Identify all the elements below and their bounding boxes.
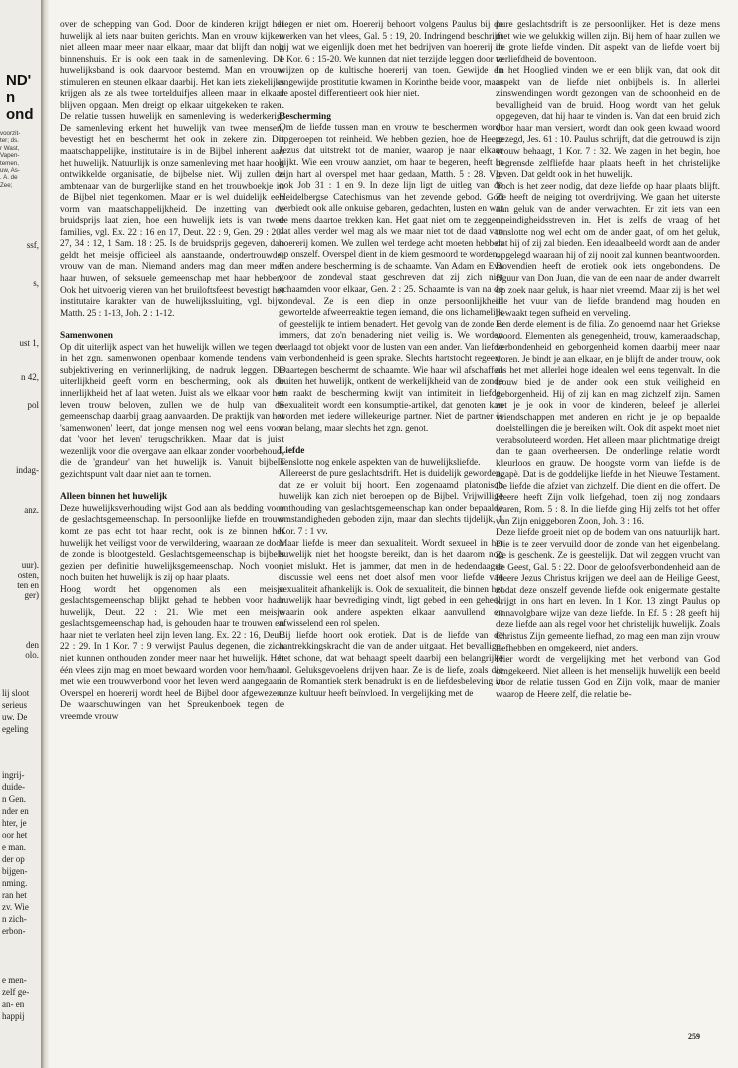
page-binding-shadow bbox=[41, 0, 49, 1068]
section-heading: Bescherming bbox=[279, 111, 331, 122]
heading-fragment: ond bbox=[6, 106, 34, 123]
paragraph-spacer bbox=[60, 320, 284, 331]
text-fragment: ten en bbox=[17, 580, 39, 590]
body-paragraph: Een andere bescherming is de schaamte. Van Adam en Eva voor de zondeval staat geschreven dat zij zich niet schaamden voor elkaar, Gen. 2 : 25. Schaamte is van na de zondeval. Ze is een diep in onze persoonlijkheid gewortelde afweerreaktie tegen iemand, die ons lichamelijk of geestelijk te intiem benadert. Het gevolg van de zonde is immers, dat zo'n benadering niet veilig is. We worden verlaagd tot objekt voor de lusten van een ander. Van liefde in verbondenheid is geen sprake. Slechts hartstocht regeert. Daartegen beschermt de schaamte. Wie haar wil afschaffen buiten het huwelijk, ontkent de werkelijkheid van de zonde en raakt de bescherming kwijt van intimiteit in liefde. Sexualiteit wordt een konsumptie-artikel, dat genoten kan worden met iedere willekeurige partner. Niet de partner is van belang, maar slechts het zgn. genot. bbox=[279, 261, 503, 434]
body-paragraph: Hoog wordt het opgenomen als een meisje geslachtsgemeenschap blijkt gehad te hebben voor haar huwelijk, Deut. 22 : 21. Wie met een meisje geslachtsgemeenschap had, is gehouden haar te trouwen en haar niet te verlaten heel zijn leven lang. Ex. 22 : 16, Deut. 22 : 29. In 1 Kor. 7 : 9 verwijst Paulus degenen, die zich niet kunnen onthouden zonder meer naar het huwelijk. Het één vlees zijn mag en moet bewaard worden voor hem/haar met wie een trouwverbond voor het leven werd aangegaan. Overspel en hoererij wordt heel de Bijbel door afgewezen. De waarschuwingen van het Spreukenboek tegen de vreemde vrouw bbox=[60, 584, 284, 722]
text-fragment: egeling bbox=[2, 724, 29, 734]
body-paragraph: Deze huwelijksverhouding wijst God aan als bedding voor de geslachtsgemeenschap. In persoonlijke liefde en trouw komt ze pas echt tot haar recht, ook is ze binnen het huwelijk het veiligst voor de verwildering, waaraan ze door de zonde is blootgesteld. Geslachtsgemeenschap is bijbels gezien per definitie huwelijksgemeenschap. Noch voor, noch buiten het huwelijk is zij op haar plaats. bbox=[60, 503, 284, 584]
text-fragment: bijgen- bbox=[2, 866, 28, 876]
text-fragment: der op bbox=[2, 854, 25, 864]
text-fragment: ger) bbox=[24, 590, 39, 600]
sidebar-fragment: Vapen- bbox=[0, 152, 20, 160]
body-paragraph: Toch is het zeer nodig, dat deze liefde op haar plaats blijft. Ze heeft de neiging tot overdrijving. We gaan het uiterste aan geluk van de ander verwachten. Er zit iets van een oneindigheidsstreven in. Het is zelfs de vraag of het tenslotte nog wel echt om de ander gaat, of om het geluk, dat hij of zij zal bieden. Een ideaalbeeld wordt aan de ander opgelegd waaraan hij of zij nooit zal kunnen beantwoorden. Bovendien heeft de erotiek ook iets ongebondens. De figuur van Don Juan, die van de een naar de ander dwarrelt op zoek naar geluk, is haar niet vreemd. Maar zij is het wel die het vuur van de liefde brandend mag houden en bewaakt tegen sufheid en verveling. bbox=[496, 181, 720, 319]
text-fragment: nder en bbox=[2, 806, 29, 816]
text-fragment: nming. bbox=[2, 878, 28, 888]
text-fragment: den bbox=[26, 640, 39, 650]
body-paragraph: Hier wordt de vergelijking met het verbond van God omgekeerd. Niet alleen is het menselijk huwelijk een beeld voor de relatie tussen God en Zijn volk, maar de manier waarop de Heere zelf, die relatie be- bbox=[496, 655, 720, 700]
text-fragment: uur). bbox=[21, 560, 39, 570]
sidebar-fragment: . A. de bbox=[0, 174, 18, 182]
paragraph-spacer bbox=[279, 435, 503, 446]
sidebar-fragment: uw, As- bbox=[0, 167, 20, 175]
paragraph-spacer bbox=[60, 481, 284, 492]
body-paragraph: over de schepping van God. Door de kinderen krijgt het huwelijk al iets naar buiten gerichts. Man en vrouw kijken niet alleen maar meer naar elkaar, maar dat blijft dan nog binnenshuis. Er is ook een taak in de samenleving. De huwelijksband is ook daarvoor bestemd. Man en vrouw stimuleren en steunen elkaar daarbij. Het kan iets ziekelijks krijgen als ze als twee tortelduifjes alleen maar in elkaar blijven opgaan. Men dreigt op elkaar uitgekeken te raken. De relatie tussen huwelijk en samenleving is wederkerig. De samenleving erkent het huwelijk van twee mensen, bevestigt het en beschermt het ook in zekere zin. Dit maatschappelijke, institutaire is in de Bijbel inherent aan het huwelijk. Natuurlijk is onze samenleving met haar hoog ontwikkelde organisatie, de bijbelse niet. Wij zullen de ambtenaar van de burgerlijke stand en het trouwboekje in de Bijbel niet tegenkomen. Maar er is wel duidelijk een vorm van maatschappelijkheid. De inzetting van de bruidsprijs laat zien, hoe een huwelijk iets is van twee families, vgl. Ex. 22 : 16 en 17, Deut. 22 : 9, Gen. 29 : 20-27, 34 : 12, 1 Sam. 18 : 25. Is de bruidsprijs gegeven, dan geldt het meisje officieel als aanstaande, ondertrouwde, vrouw van de man. Niemand anders mag dan meer met haar huwen, of seksuele gemeenschap met haar hebben. Ook het uitvoerig vieren van het bruiloftsfeest bevestigt het institutaire karakter van de huwelijkssluiting, vgl. bijv. Matth. 25 : 1-13, Joh. 2 : 1-12. bbox=[60, 20, 284, 319]
text-fragment: indag- bbox=[16, 465, 39, 475]
text-fragment: e man. bbox=[2, 842, 26, 852]
text-fragment: pol bbox=[27, 400, 39, 410]
section-heading: Alleen binnen het huwelijk bbox=[60, 492, 168, 503]
text-fragment: osten, bbox=[17, 570, 39, 580]
text-fragment: s, bbox=[33, 278, 39, 288]
body-paragraph: Bij liefde hoort ook erotiek. Dat is de liefde van de aantrekkingskracht die van de ander uitgaat. Het bevallige, het schone, dat wat behaagt speelt daarbij een belangrijke rol. Geluksgevoelens drijven haar. Ze is de liefe, zoals die in de Romantiek sterk benadrukt is en de liefdesbeleving in onze kultuur heeft beïnvloed. In vergelijking met de bbox=[279, 630, 503, 699]
sidebar-fragment: ter; ds. bbox=[0, 137, 19, 145]
text-fragment: n zich- bbox=[2, 914, 27, 924]
text-column-3 bbox=[496, 20, 720, 701]
text-fragment: zv. Wie bbox=[2, 902, 29, 912]
text-fragment: zelf ge- bbox=[2, 987, 30, 997]
text-fragment: n 42, bbox=[21, 372, 39, 382]
previous-page-sidebar bbox=[0, 130, 38, 189]
body-paragraph: Op dit uiterlijk aspect van het huwelijk willen we tegen de in het zgn. samenwonen openbaar komende tendens van subjektivering en verinnerlijking, de nadruk leggen. De uiterlijkheid geeft vorm en bescherming, ook als de innerlijkheid het af laat weten. Juist als we elkaar voor het leven trouw beloven, zullen we de hulp van de gemeenschap daarbij graag aanvaarden. De praktijk van het 'samenwonen' leert, dat jonge mensen nog wel eens voor dat 'voor het leven' terugschrikken. Maar dat is juist wezenlijk voor die overgave aan elkaar zonder voorbehoud, die de 'grandeur' van het huwelijk is. Vanuit bijbels gezichtspunt valt daar niet aan te tornen. bbox=[60, 342, 284, 480]
section-heading: Samenwonen bbox=[60, 331, 113, 342]
article-page bbox=[49, 0, 738, 1068]
text-fragment: oor het bbox=[2, 830, 28, 840]
text-fragment: e men- bbox=[2, 975, 27, 985]
body-paragraph: Maar liefde is meer dan sexualiteit. Wordt sexueel in het huwelijk niet het hoogste bereikt, dan is het daarom nog niet mislukt. Het is jammer, dat men in de hedendaagse discussie wel eens net doet alsof men voor liefde van sexualiteit afhankelijk is. Ook de sexualiteit, die binnen het huwelijk haar bevrediging vindt, ligt gebed in een geheel, waarin ook andere aspekten elkaar aanvullend en afwisselend een rol spelen. bbox=[279, 538, 503, 630]
body-paragraph: Om de liefde tussen man en vrouw te beschermen wordt opgeroepen tot reinheid. We hebben gezien, hoe de Heere Jezus dat uitstrekt tot de manier, waarop je naar elkaar kijkt. Wie een vrouw aanziet, om haar te begeren, heeft in zijn hart al overspel met haar gedaan, Matth. 5 : 28. Vg. ook Job 31 : 1 en 9. In deze lijn ligt de uitleg van de Heidelbergse Catechismus van het zevende gebod. God verbiedt ook alle onkuise gebaren, gedachten, lusten en wat de mens daartoe trekken kan. Het gaat niet om te zeggen, dat alles verder wel mag als we maar niet tot de daad van hoererij komen. We zullen wel terdege acht moeten hebben op onszelf. Overspel dient in de kiem gesmoord te worden. bbox=[279, 123, 503, 261]
sidebar-fragment: r Wast, bbox=[0, 144, 20, 152]
text-column-1 bbox=[60, 20, 284, 723]
sidebar-fragment: voorzit- bbox=[0, 130, 21, 137]
text-column-2 bbox=[279, 20, 503, 700]
body-paragraph: liegen er niet om. Hoererij behoort volgens Paulus bij de werken van het vlees, Gal. 5 : 19, 20. Indringend beschrijft hij wat we eigenlijk doen met het bedrijven van hoererij in 1 Kor. 6 : 15-20. We kunnen dat niet terzijde leggen door te wijzen op de kultische hoererij van toen. Gewijde en ongewijde prostitutie kwamen in Korinthe beide voor, maar de apostel differentieert ook hier niet. bbox=[279, 20, 503, 100]
page-number: 259 bbox=[688, 1032, 700, 1041]
text-fragment: ingrij- bbox=[2, 770, 25, 780]
text-fragment: anz. bbox=[24, 505, 39, 515]
text-fragment: erbon- bbox=[2, 926, 26, 936]
body-paragraph: pure geslachtsdrift is ze persoonlijker. Het is deze mens met wie we gelukkig willen zijn. Bij hem of haar zullen we de grote liefde vinden. Dit aspekt van de liefde voert bij verliefdheid de boventoon. bbox=[496, 20, 720, 65]
section-heading: Liefde bbox=[279, 446, 305, 457]
text-fragment: happij bbox=[2, 1011, 25, 1021]
text-fragment: duide- bbox=[2, 782, 25, 792]
sidebar-fragment: Zee; bbox=[0, 181, 13, 189]
text-fragment: olo. bbox=[25, 650, 39, 660]
body-paragraph: Tenslotte nog enkele aspekten van de huwelijksliefde. bbox=[279, 457, 481, 468]
text-fragment: hter, je bbox=[2, 818, 27, 828]
text-fragment: lij sloot bbox=[2, 688, 30, 698]
sidebar-fragment: temen, bbox=[0, 159, 19, 167]
body-paragraph: Deze liefde groeit niet op de bodem van ons natuurlijk hart. Die is te zeer vervuild door de zonde van het eigenbelang. Ze is geschenk. Ze is geestelijk. Dat wil zeggen vrucht van de Geest, Gal. 5 : 22. Door de geloofsverbondenheid aan de Heere Jezus Christus krijgen we deel aan de Heilige Geest, zodat deze onszelf gevende liefde ook enigermate gestalte krijgt in ons hart en leven. In 1 Kor. 13 zingt Paulus op onnavolgbare wijze van deze liefde. In Ef. 5 : 28 geeft hij deze liefde aan als regel voor het christelijk huwelijk. Zoals Christus Zijn gemeente liefhad, zo mag een man zijn vrouw liefhebben en omgekeerd, niet anders. bbox=[496, 528, 720, 654]
paragraph-spacer bbox=[279, 101, 503, 112]
text-fragment: ssf, bbox=[26, 240, 39, 250]
text-fragment: an- en bbox=[2, 999, 25, 1009]
body-paragraph: Allereerst de pure geslachtsdrift. Het is duidelijk geworden, dat ze er voluit bij hoort. Een zogenaamd platonisch huwelijk kan zich niet beroepen op de Bijbel. Vrijwillige onthouding van geslachtsgemeenschap kan onder bepaalde omstandigheden geboden zijn, maar dan slechts tijdelijk, 1 Kor. 7 : 1 vv. bbox=[279, 469, 503, 537]
text-fragment: uw. De bbox=[2, 712, 28, 722]
heading-fragment: n bbox=[6, 89, 16, 106]
text-fragment: serieus bbox=[2, 700, 27, 710]
heading-fragment: ND' bbox=[6, 72, 32, 89]
body-paragraph: Een derde element is de filia. Zo genoemd naar het Griekse woord. Elementen als genegenheid, trouw, kameraadschap, verbondenheid en geborgenheid komen daarbij meer naar voren. Je bindt je aan elkaar, en je blijft de ander trouw, ook als het met allerlei hoge idealen wel eens tegenvalt. In die trouw bied je de ander ook een stuk veiligheid en geborgenheid. Hij of zij kan en mag zichzelf zijn. Samen zet je je ook in voor de kinderen, beleef je allerlei vriendschappen met anderen en richt je je op bepaalde doelstellingen die je bereiken wilt. Ook dit aspekt moet niet verabsoluteerd worden. Het alleen maar plichtmatige dreigt dan te gaan overheersen. De onderlinge relatie wordt kleurloos en grauw. De hoogste vorm van liefde is de agapè. Dat is de goddelijke liefde in het Nieuwe Testament. De liefde die afziet van zichzelf. Die dient en die offert. De Heere heeft Zijn volk liefgehad, toen zij nog zondaars waren, Rom. 5 : 8. In die liefde ging Hij zelfs tot het offer van Zijn eniggeboren Zoon, Joh. 3 : 16. bbox=[496, 320, 720, 527]
text-fragment: ran het bbox=[2, 890, 27, 900]
body-paragraph: In het Hooglied vinden we er een blijk van, dat ook dit aspekt van de liefde niet onbijbels is. In allerlei zinswendingen wordt gezongen van de schoonheid en de bevalligheid van de bruid. Hoog wordt van het geluk opgegeven, dat hij haar te vinden is. Van dat een bruid zich voor haar man versiert, wordt dan ook geen kwaad woord gezegd, Jes. 61 : 10. Paulus schrijft, dat die getrouwd is zijn vrouw behaagt, 1 Kor. 7 : 32. We zagen in het begin, hoe begrensde zelfliefde haar plaats heeft in het christelijke leven. Dat geldt ook in het huwelijk. bbox=[496, 66, 720, 181]
text-fragment: n Gen. bbox=[2, 794, 26, 804]
text-fragment: ust 1, bbox=[19, 338, 39, 348]
previous-page-edge bbox=[0, 0, 41, 1068]
previous-page-heading bbox=[0, 72, 38, 123]
